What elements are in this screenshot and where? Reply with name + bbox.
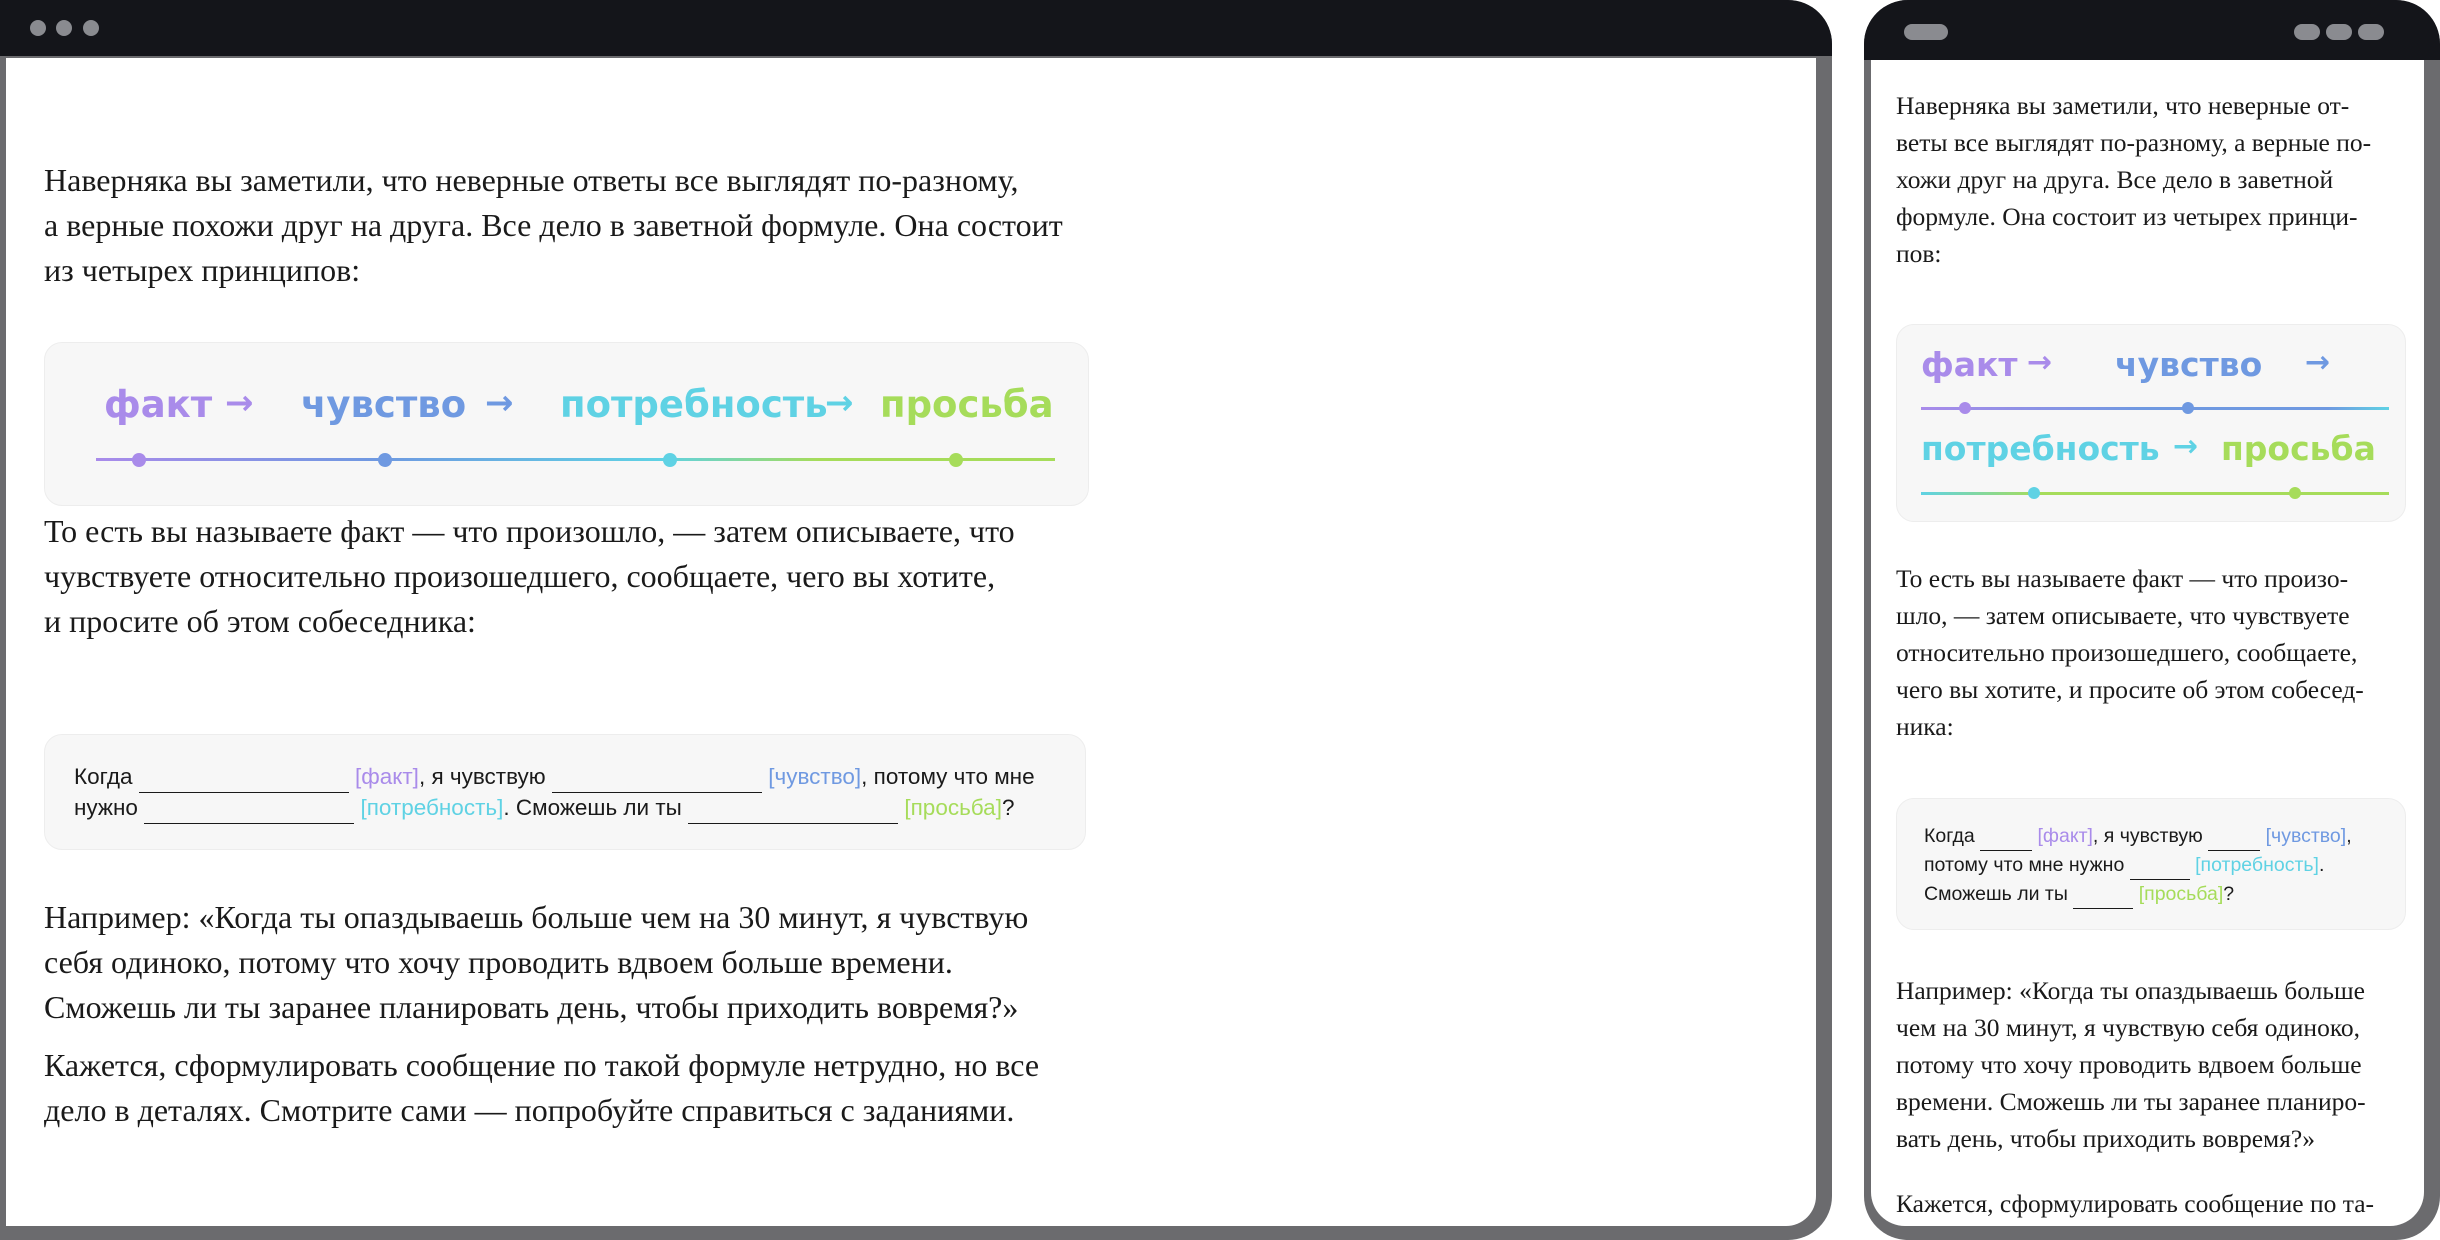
window-control-dot[interactable]: [83, 20, 99, 36]
need-blank: [2130, 851, 2190, 880]
timeline-line: [376, 458, 661, 461]
formula-timeline-card: [1896, 324, 2406, 522]
fact-blank: [139, 762, 349, 793]
step-fact: факт: [104, 383, 213, 426]
need-blank: [144, 793, 354, 824]
feeling-blank: [552, 762, 762, 793]
status-signal-icon: [2294, 24, 2320, 40]
timeline-line: [661, 458, 1055, 461]
example-paragraph: Например: «Когда ты опаздываешь больше чем на 30 минут, я чувствую себя одиноко, потому что хочу проводить вдвоем больше времени. Сможешь ли ты заранее планиро- вать день, чтобы приходить вовремя?»: [1896, 976, 2366, 1153]
arrow-icon: →: [225, 383, 254, 423]
example-paragraph: Например: «Когда ты опаздываешь больше чем на 30 минут, я чувствую себя одиноко, потому что хочу проводить вдвоем больше времени. Сможешь ли ты заранее планировать день, чтобы приходить вовремя?»: [44, 899, 1029, 1025]
timeline-point: [2028, 487, 2040, 499]
step-need: потребность: [1921, 429, 2160, 468]
request-blank: [688, 793, 898, 824]
timeline-point: [1959, 402, 1971, 414]
mobile-window: [1864, 0, 2440, 1240]
feeling-blank: [2208, 822, 2260, 851]
timeline-line: [2143, 407, 2389, 410]
timeline-point: [2289, 487, 2301, 499]
mobile-content: [1871, 60, 2424, 1226]
formula-template-card: [1896, 798, 2406, 930]
formula-template: Когда [факт], я чувствую [чувство], потому что мне нужно [потребность]. Сможешь ли ты [просьба]?: [74, 762, 1035, 824]
status-wifi-icon: [2326, 24, 2352, 40]
step-fact: факт: [1921, 345, 2018, 384]
formula-template: Когда [факт], я чувствую [чувство], потому что мне нужно [потребность]. Сможешь ли ты [просьба]?: [1924, 822, 2352, 909]
arrow-icon: →: [485, 383, 514, 423]
explain-paragraph: То есть вы называете факт — что произо- шло, — затем описываете, что чувствуете относительно произошедшего, сообщаете, чего вы хотите, и просите об этом собесед- ника:: [1896, 564, 2364, 741]
desktop-content: [6, 58, 1816, 1226]
timeline-point: [2182, 402, 2194, 414]
arrow-icon: →: [825, 383, 854, 423]
intro-paragraph: Наверняка вы заметили, что неверные от- веты все выглядят по-разному, а верные по- хожи друг на друга. Все дело в заветной формуле. Она состоит из четырех принци- пов:: [1896, 91, 2372, 268]
request-blank: [2073, 880, 2133, 909]
timeline-point: [378, 453, 392, 467]
formula-timeline-card: [44, 342, 1089, 506]
timeline-line: [1921, 492, 2389, 495]
arrow-icon: →: [2305, 345, 2331, 380]
closing-paragraph: Кажется, сформулировать сообщение по такой формуле нетрудно, но все дело в деталях. Смотрите сами — попробуйте справиться с заданиями.: [44, 1047, 1040, 1128]
camera-notch-icon: [1904, 24, 1948, 40]
arrow-icon: →: [2027, 345, 2053, 380]
arrow-icon: →: [2173, 429, 2199, 464]
status-battery-icon: [2358, 24, 2384, 40]
step-request: просьба: [2221, 429, 2376, 468]
explain-paragraph: То есть вы называете факт — что произошло, — затем описываете, что чувствуете относительно произошедшего, сообщаете, чего вы хотите, и просите об этом собеседника:: [44, 513, 1015, 639]
step-request: просьба: [880, 383, 1054, 426]
fact-blank: [1980, 822, 2032, 851]
timeline-line: [1921, 407, 2143, 410]
intro-paragraph: Наверняка вы заметили, что неверные ответы все выглядят по-разному, а верные похожи друг на друга. Все дело в заветной формуле. Она состоит из четырех принципов:: [44, 162, 1063, 288]
step-feeling: чувство: [2115, 345, 2263, 384]
window-control-dot[interactable]: [56, 20, 72, 36]
window-control-dot[interactable]: [30, 20, 46, 36]
timeline-point: [949, 453, 963, 467]
timeline-point: [663, 453, 677, 467]
step-feeling: чувство: [301, 383, 467, 426]
step-need: потребность: [560, 383, 828, 426]
closing-paragraph: Кажется, сформулировать сообщение по та-: [1896, 1189, 2375, 1218]
window-titlebar: [0, 0, 1832, 56]
timeline-point: [132, 453, 146, 467]
formula-template-card: [44, 734, 1086, 850]
mobile-statusbar: [1864, 0, 2440, 60]
